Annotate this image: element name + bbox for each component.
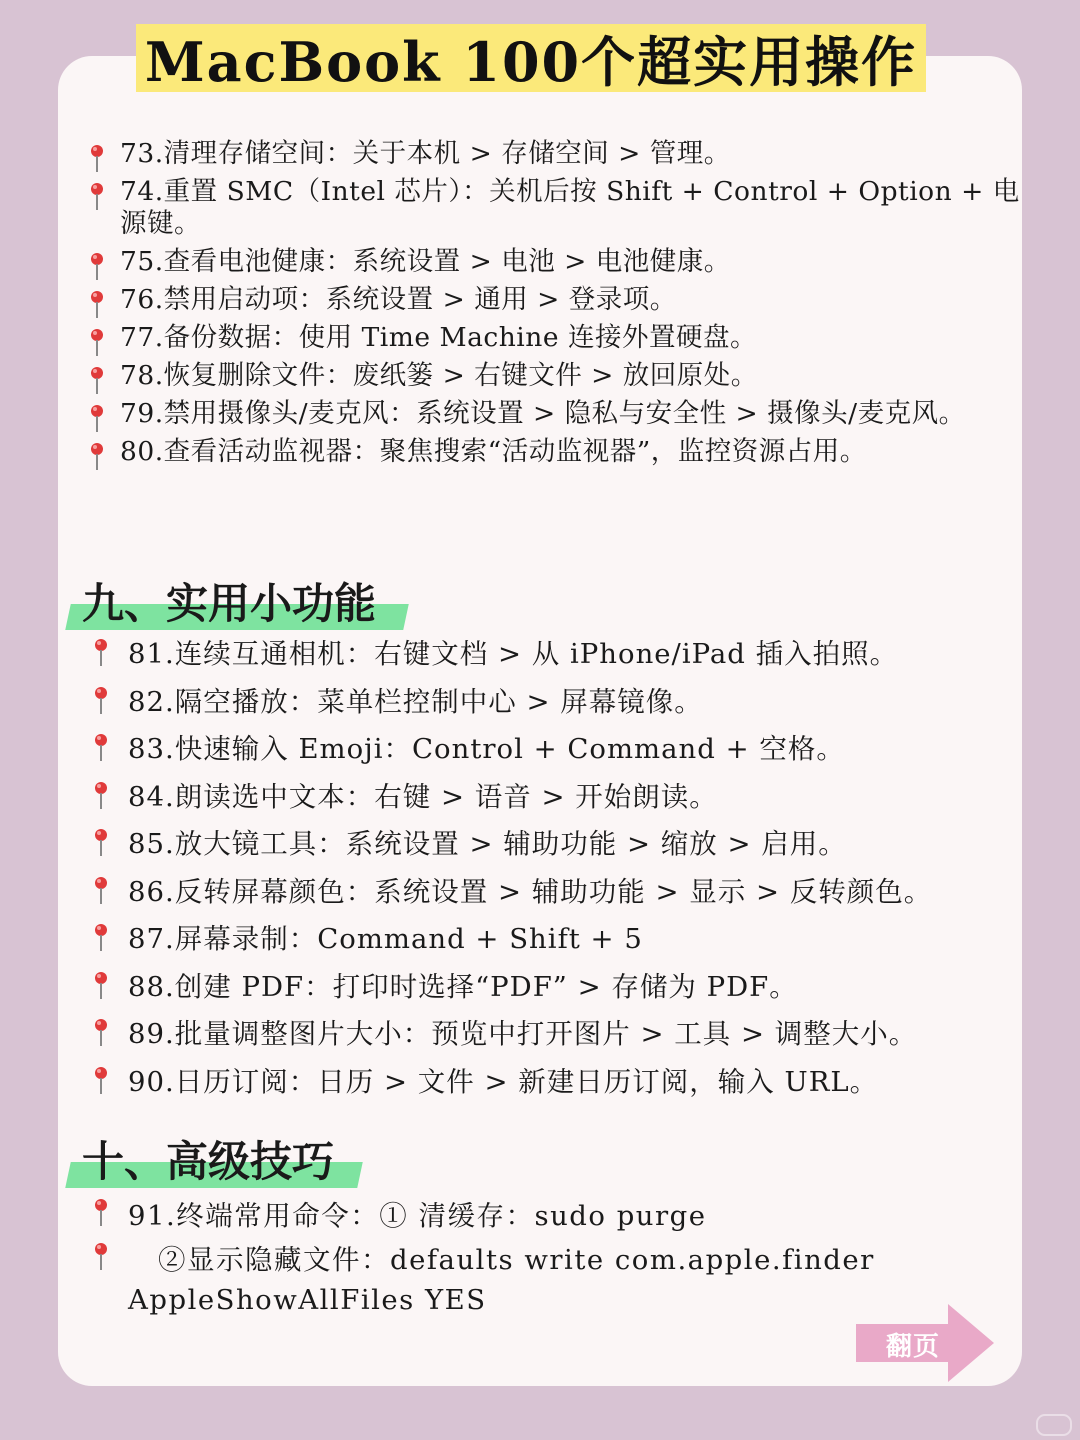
- tip-text: 88.创建 PDF：打印时选择“PDF” > 存储为 PDF。: [128, 970, 798, 1003]
- pushpin-icon: [88, 182, 106, 212]
- pushpin-icon: [88, 328, 106, 358]
- list-item: [84, 360, 1024, 392]
- tip-text: 79.禁用摄像头/麦克风：系统设置 > 隐私与安全性 > 摄像头/麦克风。: [120, 398, 966, 429]
- tip-text: 84.朗读选中文本：右键 > 语音 > 开始朗读。: [128, 780, 718, 813]
- pushpin-icon: [88, 252, 106, 282]
- pushpin-icon: [92, 971, 110, 1001]
- pushpin-icon: [88, 290, 106, 320]
- watermark-badge-icon: [1036, 1414, 1072, 1436]
- pushpin-icon: [92, 828, 110, 858]
- tip-text: 90.日历订阅：日历 > 文件 > 新建日历订阅，输入 URL。: [128, 1065, 879, 1098]
- tip-text: 81.连续互通相机：右键文档 > 从 iPhone/iPad 插入拍照。: [128, 638, 899, 670]
- section-heading-advanced: [68, 1132, 360, 1192]
- pushpin-icon: [92, 876, 110, 906]
- list-item: [84, 779, 1004, 815]
- list-item: [84, 176, 1024, 240]
- tip-text: 77.备份数据：使用 Time Machine 连接外置硬盘。: [120, 322, 757, 353]
- list-item: [84, 826, 1004, 862]
- tip-text: 76.禁用启动项：系统设置 > 通用 > 登录项。: [120, 284, 677, 315]
- section-heading-text: 十、高级技巧: [82, 1137, 335, 1186]
- pushpin-icon: [88, 404, 106, 434]
- tip-text: 74.重置 SMC（Intel 芯片）：关机后按 Shift + Control + Option + 电源键。: [120, 176, 1020, 239]
- tip-text: 83.快速输入 Emoji：Control + Command + 空格。: [128, 733, 845, 765]
- tips-list-1: [84, 138, 1024, 474]
- pushpin-icon: [92, 1242, 110, 1272]
- list-item: [84, 138, 1024, 170]
- next-page-button[interactable]: [852, 1300, 998, 1386]
- list-item: [84, 731, 1004, 767]
- tip-text: 85.放大镜工具：系统设置 > 辅助功能 > 缩放 > 启用。: [128, 828, 847, 860]
- tip-text: 91.终端常用命令：① 清缓存：sudo purge: [128, 1200, 707, 1232]
- list-item: [84, 246, 1024, 278]
- next-page-label: 翻页: [886, 1332, 941, 1362]
- list-item: [84, 684, 1004, 720]
- list-item: [84, 284, 1024, 316]
- pushpin-icon: [92, 781, 110, 811]
- pushpin-icon: [92, 1018, 110, 1048]
- tip-text: 78.恢复删除文件：废纸篓 > 右键文件 > 放回原处。: [120, 360, 758, 391]
- tip-text: ②显示隐藏文件：defaults write com.apple.finder AppleShowAllFiles YES: [128, 1244, 875, 1316]
- tip-text: 82.隔空播放：菜单栏控制中心 > 屏幕镜像。: [128, 685, 703, 718]
- title-banner: [136, 24, 926, 92]
- pushpin-icon: [92, 686, 110, 716]
- pushpin-icon: [92, 733, 110, 763]
- list-item: [84, 874, 1004, 910]
- list-item: [84, 1196, 984, 1236]
- section-heading-text: 九、实用小功能: [82, 579, 377, 628]
- tip-text: 86.反转屏幕颜色：系统设置 > 辅助功能 > 显示 > 反转颜色。: [128, 875, 933, 908]
- tip-text: 87.屏幕录制：Command + Shift + 5: [128, 923, 643, 955]
- list-item: [84, 636, 1004, 672]
- tip-text: 89.批量调整图片大小：预览中打开图片 > 工具 > 调整大小。: [128, 1018, 918, 1050]
- tips-list-2: [84, 636, 1004, 1111]
- pushpin-icon: [88, 144, 106, 174]
- list-item: [84, 436, 1024, 468]
- pushpin-icon: [92, 1066, 110, 1096]
- pushpin-icon: [92, 1198, 110, 1228]
- tips-list-3: [84, 1196, 984, 1324]
- tip-text: 73.清理存储空间：关于本机 > 存储空间 > 管理。: [120, 138, 731, 169]
- section-heading-practical: [68, 574, 406, 634]
- list-item: [84, 1064, 1004, 1100]
- pushpin-icon: [92, 638, 110, 668]
- pushpin-icon: [88, 366, 106, 396]
- pushpin-icon: [92, 923, 110, 953]
- pushpin-icon: [88, 442, 106, 472]
- list-item: [84, 322, 1024, 354]
- tip-text: 75.查看电池健康：系统设置 > 电池 > 电池健康。: [120, 246, 731, 277]
- list-item: [84, 1240, 984, 1320]
- list-item: [84, 398, 1024, 430]
- list-item: [84, 1016, 1004, 1052]
- list-item: [84, 969, 1004, 1005]
- page-title: MacBook 100个超实用操作: [144, 29, 918, 94]
- tip-text: 80.查看活动监视器：聚焦搜索“活动监视器”，监控资源占用。: [120, 436, 867, 467]
- list-item: [84, 921, 1004, 957]
